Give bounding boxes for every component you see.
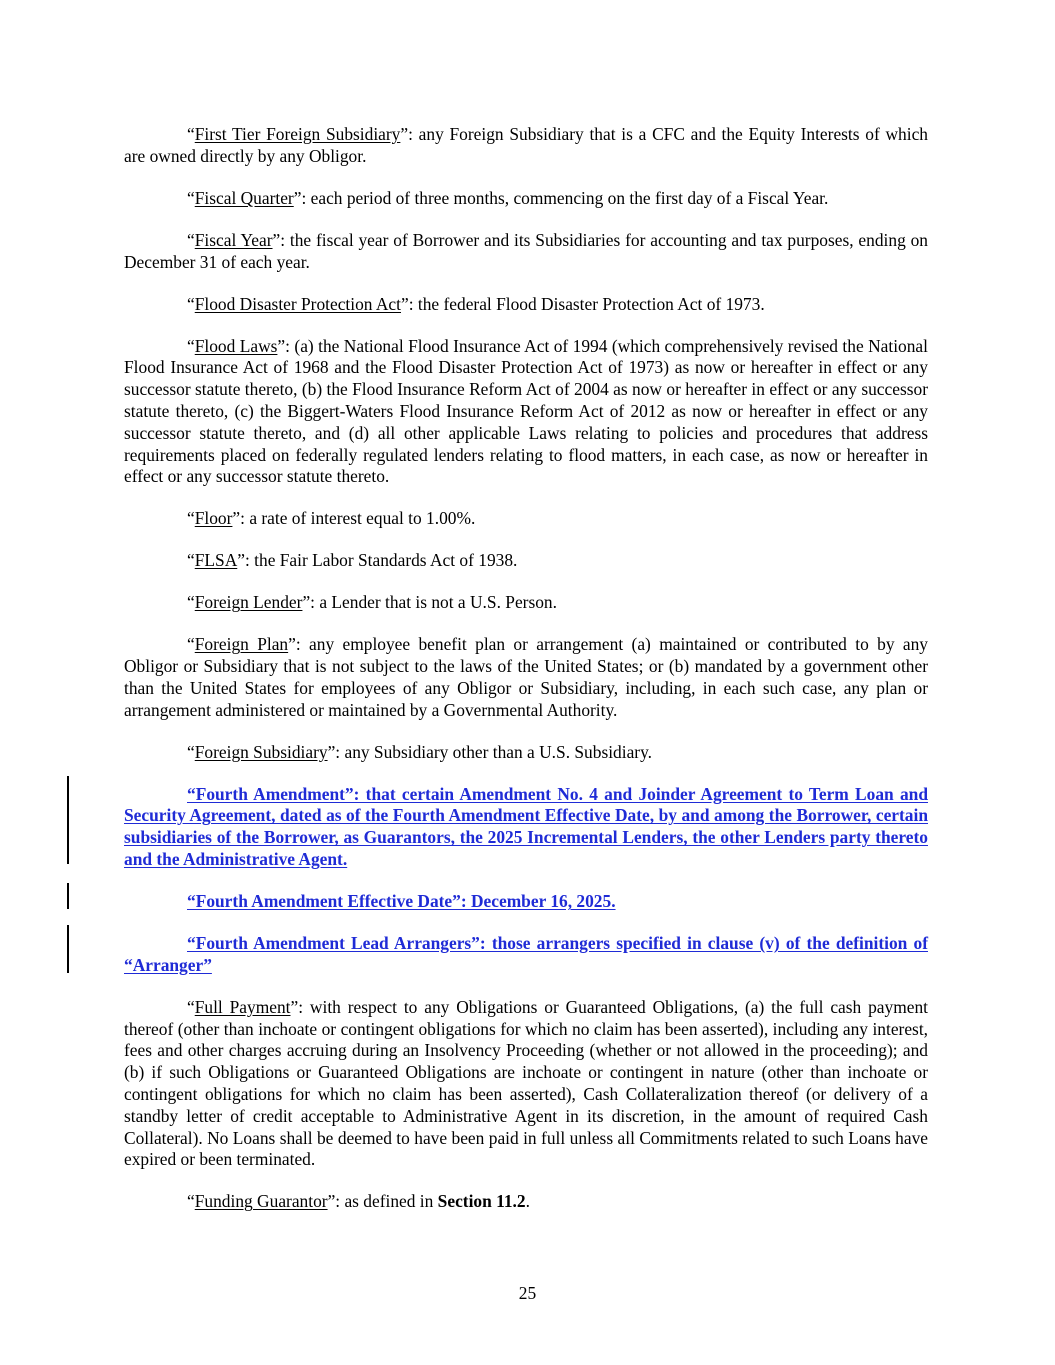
defined-term: Foreign Subsidiary: [194, 741, 328, 762]
inserted-text: “Fourth Amendment”: that certain Amendment No. 4 and Joinder Agreement to Term Loan and Security Agreement, dated as of the Fourth Amendment Effective Date, by and among the Borrower, certain subsidiaries of the Borrower, as Guarantors, the 2025 Incremental Lenders, the other Lenders party thereto and the Administrative Agent.: [124, 783, 928, 869]
definition-text: ”: a rate of interest equal to 1.00%.: [232, 508, 476, 529]
page-number: 25: [518, 1283, 537, 1303]
definition-fiscal-year: “Fiscal Year”: the fiscal year of Borrower and its Subsidiaries for accounting and tax purposes, ending on December 31 of each year.: [124, 229, 928, 272]
definition-foreign-subsidiary: “Foreign Subsidiary”: any Subsidiary other than a U.S. Subsidiary.: [187, 741, 652, 762]
amendment-fourth-amendment: [124, 784, 928, 871]
definition-text: ”: any Subsidiary other than a U.S. Subsidiary.: [327, 741, 652, 762]
inserted-text: “Fourth Amendment Lead Arrangers”: those arrangers specified in clause (v) of the definition of “Arranger”: [124, 932, 928, 975]
definition-text: ”: any employee benefit plan or arrangement (a) maintained or contributed to by any Obligor or Subsidiary that is not subject to the laws of the United States; or (b) mandated by a government other than the United States for employees of any Obligor or Subsidiary, including, in each such case, any plan or arrangement administered or maintained by a Governmental Authority.: [124, 634, 928, 720]
defined-term: Fiscal Quarter: [194, 187, 294, 208]
definition-text: ”: the federal Flood Disaster Protection Act of 1973.: [401, 293, 765, 314]
definition-floor: “Floor”: a rate of interest equal to 1.00%.: [187, 508, 476, 529]
defined-term: Fiscal Year: [194, 229, 273, 250]
document-page: [124, 124, 928, 1233]
definition-funding-guarantor: “Funding Guarantor”: as defined in Section 11.2.: [187, 1191, 530, 1212]
definition-text: ”: as defined in: [327, 1191, 438, 1212]
defined-term: Foreign Lender: [194, 592, 303, 613]
defined-term: Foreign Plan: [194, 634, 289, 655]
definition-text: ”: each period of three months, commencing on the first day of a Fiscal Year.: [293, 187, 829, 208]
definition-text: ”: any Foreign Subsidiary that is a CFC and the Equity Interests of which are owned directly by any Obligor.: [124, 124, 928, 166]
definition-text: ”: the Fair Labor Standards Act of 1938.: [237, 550, 518, 571]
defined-term: FLSA: [194, 550, 238, 571]
definition-text: ”: the fiscal year of Borrower and its Subsidiaries for accounting and tax purposes, ending on December 31 of each year.: [124, 229, 928, 272]
section-reference: Section 11.2: [437, 1191, 526, 1212]
defined-term: Flood Laws: [194, 335, 278, 356]
definition-flood-disaster-protection-act: “Flood Disaster Protection Act”: the federal Flood Disaster Protection Act of 1973.: [187, 293, 765, 314]
inserted-text: “Fourth Amendment Effective Date”: December 16, 2025.: [187, 890, 616, 911]
amendment-fourth-amendment-effective-date: [124, 891, 928, 913]
defined-term: First Tier Foreign Subsidiary: [194, 124, 401, 144]
definition-text: ”: a Lender that is not a U.S. Person.: [302, 592, 557, 613]
definition-full-payment: “Full Payment”: with respect to any Obligations or Guaranteed Obligations, (a) the full cash payment thereof (other than inchoate or contingent obligations for which no claim has been asserted), including any interest, fees and other charges accruing during an Insolvency Proceeding (whether or not allowed in the proceeding); and (b) if such Obligations or Guaranteed Obligations are inchoate or contingent in nature (other than inchoate or contingent obligations for which no claim has been asserted), Cash Collateralization thereof (or delivery of a standby letter of credit acceptable to Administrative Agent in its discretion, in the amount of required Cash Collateral). No Loans shall be deemed to have been paid in full unless all Commitments related to such Loans have expired or been terminated.: [124, 996, 928, 1170]
definition-fiscal-quarter: “Fiscal Quarter”: each period of three months, commencing on the first day of a Fiscal Year.: [187, 187, 829, 208]
definition-flood-laws: “Flood Laws”: (a) the National Flood Insurance Act of 1994 (which comprehensively revised the National Flood Insurance Act of 1968 and the Flood Disaster Protection Act of 1973) as now or hereafter in effect or any successor statute thereto, (b) the Flood Insurance Reform Act of 2004 as now or hereafter in effect or any successor statute thereto, (c) the Biggert-Waters Flood Insurance Reform Act of 2012 as now or hereafter in effect or any successor statute thereto, and (d) all other applicable Laws relating to policies and procedures that address requirements placed on federally regulated lenders relating to flood matters, in each case, as now or hereafter in effect or any successor statute thereto.: [124, 335, 928, 487]
revision-bar: [67, 883, 69, 909]
revision-bar: [67, 776, 69, 864]
defined-term: Flood Disaster Protection Act: [194, 293, 401, 314]
revision-bar: [67, 925, 69, 973]
definition-foreign-lender: “Foreign Lender”: a Lender that is not a U.S. Person.: [187, 592, 557, 613]
definition-text: ”: (a) the National Flood Insurance Act of 1994 (which comprehensively revised the National Flood Insurance Act of 1968 and the Flood Disaster Protection Act of 1973) as now or hereafter in effect or any successor statute thereto, (b) the Flood Insurance Reform Act of 2004 as now or hereafter in effect or any successor statute thereto, (c) the Biggert-Waters Flood Insurance Reform Act of 2012 as now or hereafter in effect or any successor statute thereto, and (d) all other applicable Laws relating to policies and procedures that address requirements placed on federally regulated lenders relating to flood matters, in each case, as now or hereafter in effect or any successor statute thereto.: [124, 335, 928, 487]
defined-term: Full Payment: [194, 996, 291, 1017]
defined-term: Floor: [194, 508, 233, 529]
definition-first-tier-foreign-subsidiary: “First Tier Foreign Subsidiary”: any Foreign Subsidiary that is a CFC and the Equity Interests of which are owned directly by any Obligor.: [124, 124, 928, 166]
defined-term: Funding Guarantor: [194, 1191, 328, 1212]
definition-text: ”: with respect to any Obligations or Guaranteed Obligations, (a) the full cash payment thereof (other than inchoate or contingent obligations for which no claim has been asserted), including any interest, fees and other charges accruing during an Insolvency Proceeding (whether or not allowed in the proceeding); and (b) if such Obligations or Guaranteed Obligations are inchoate or contingent in nature (other than inchoate or contingent obligations for which no claim has been asserted), Cash Collateralization thereof (or delivery of a standby letter of credit acceptable to Administrative Agent in its discretion, in the amount of required Cash Collateral). No Loans shall be deemed to have been paid in full unless all Commitments related to such Loans have expired or been terminated.: [124, 996, 928, 1170]
definition-flsa: “FLSA”: the Fair Labor Standards Act of 1938.: [187, 550, 518, 571]
definition-foreign-plan: “Foreign Plan”: any employee benefit plan or arrangement (a) maintained or contributed to by any Obligor or Subsidiary that is not subject to the laws of the United States; or (b) mandated by a government other than the United States for employees of any Obligor or Subsidiary, including, in each such case, any plan or arrangement administered or maintained by a Governmental Authority.: [124, 634, 928, 720]
amendment-fourth-amendment-lead-arrangers: [124, 933, 928, 977]
